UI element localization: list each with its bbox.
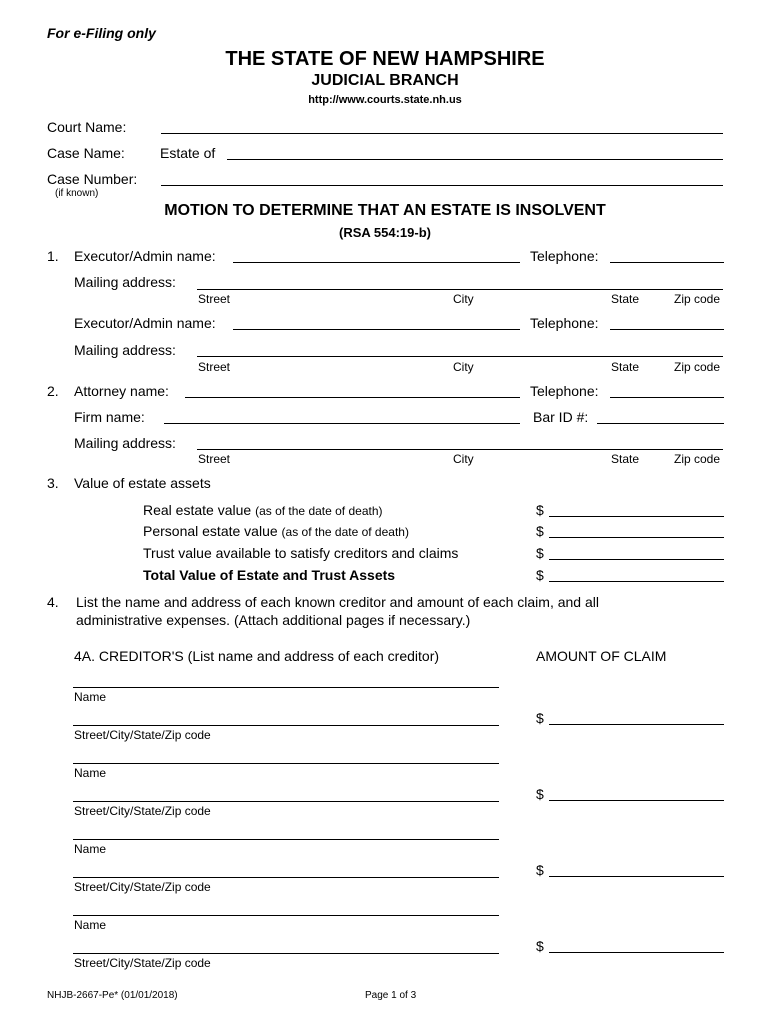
street-2-caption: Street xyxy=(198,360,231,374)
mailing-3-field[interactable] xyxy=(197,449,723,450)
section-1-number: 1. xyxy=(47,248,59,264)
creditor-2-amount-field[interactable] xyxy=(549,800,724,801)
attorney-field[interactable] xyxy=(185,397,520,398)
real-estate-field[interactable] xyxy=(549,516,724,517)
creditor-2-address-field[interactable] xyxy=(73,801,499,802)
executor-2-field[interactable] xyxy=(233,329,520,330)
telephone-3-label: Telephone: xyxy=(530,383,599,399)
creditor-3-name-field[interactable] xyxy=(73,839,499,840)
creditor-2-name-field[interactable] xyxy=(73,763,499,764)
state-2-caption: State xyxy=(611,360,640,374)
branch-title: JUDICIAL BRANCH xyxy=(311,72,459,89)
executor-1-field[interactable] xyxy=(233,262,520,263)
statute-ref: (RSA 554:19-b) xyxy=(339,225,431,240)
if-known-note: (if known) xyxy=(55,188,99,199)
total-field[interactable] xyxy=(549,581,724,582)
form-title: MOTION TO DETERMINE THAT AN ESTATE IS INSOLVENT xyxy=(164,202,606,219)
executor-2-label: Executor/Admin name: xyxy=(74,315,216,331)
creditor-3-dollar: $ xyxy=(536,862,544,878)
creditor-1-name-caption: Name xyxy=(74,690,107,704)
creditor-3-address-caption: Street/City/State/Zip code xyxy=(74,880,211,894)
mailing-3-label: Mailing address: xyxy=(74,435,176,451)
creditor-3-address-field[interactable] xyxy=(73,877,499,878)
creditor-4-name-caption: Name xyxy=(74,918,107,932)
form-id: NHJB-2667-Pe* (01/01/2018) xyxy=(47,990,178,1001)
case-number-label: Case Number: xyxy=(47,171,138,187)
state-1-caption: State xyxy=(611,292,640,306)
efiling-note: For e-Filing only xyxy=(47,25,156,41)
creditor-4-amount-field[interactable] xyxy=(549,952,724,953)
trust-label: Trust value available to satisfy creditors and claims xyxy=(143,545,459,561)
creditor-2-dollar: $ xyxy=(536,786,544,802)
creditor-1-dollar: $ xyxy=(536,710,544,726)
section-3-number: 3. xyxy=(47,475,59,491)
creditor-1-amount-field[interactable] xyxy=(549,724,724,725)
creditor-4-name-field[interactable] xyxy=(73,915,499,916)
telephone-1-field[interactable] xyxy=(610,262,724,263)
page-number: Page 1 of 3 xyxy=(365,990,417,1001)
mailing-1-field[interactable] xyxy=(197,289,723,290)
creditor-3-amount-field[interactable] xyxy=(549,876,724,877)
total-label: Total Value of Estate and Trust Assets xyxy=(143,567,396,583)
zip-1-caption: Zip code xyxy=(674,292,721,306)
city-3-caption: City xyxy=(453,452,474,466)
creditors-heading: 4A. CREDITOR'S (List name and address of each creditor) xyxy=(74,648,440,664)
creditor-4-address-caption: Street/City/State/Zip code xyxy=(74,956,211,970)
personal-estate-field[interactable] xyxy=(549,537,724,538)
telephone-1-label: Telephone: xyxy=(530,248,599,264)
telephone-2-field[interactable] xyxy=(610,329,724,330)
bar-id-label: Bar ID #: xyxy=(533,409,589,425)
state-title: THE STATE OF NEW HAMPSHIRE xyxy=(225,48,545,70)
section-4-line-2: administrative expenses. (Attach additional pages if necessary.) xyxy=(76,612,471,628)
executor-1-label: Executor/Admin name: xyxy=(74,248,216,264)
real-estate-dollar: $ xyxy=(536,502,544,518)
creditor-2-address-caption: Street/City/State/Zip code xyxy=(74,804,211,818)
section-2-number: 2. xyxy=(47,383,59,399)
mailing-1-label: Mailing address: xyxy=(74,274,176,290)
zip-2-caption: Zip code xyxy=(674,360,721,374)
personal-estate-label: Personal estate value (as of the date of death) xyxy=(143,523,409,539)
creditor-1-address-caption: Street/City/State/Zip code xyxy=(74,728,211,742)
zip-3-caption: Zip code xyxy=(674,452,721,466)
telephone-3-field[interactable] xyxy=(610,397,724,398)
bar-id-field[interactable] xyxy=(597,423,724,424)
amount-heading: AMOUNT OF CLAIM xyxy=(536,648,667,664)
estate-of-label: Estate of xyxy=(160,145,216,161)
case-name-field[interactable] xyxy=(227,159,723,160)
creditor-1-address-field[interactable] xyxy=(73,725,499,726)
case-name-label: Case Name: xyxy=(47,145,125,161)
court-name-label: Court Name: xyxy=(47,119,127,135)
section-4-line-1: List the name and address of each known creditor and amount of each claim, and all xyxy=(76,594,599,610)
total-dollar: $ xyxy=(536,567,544,583)
street-3-caption: Street xyxy=(198,452,231,466)
court-url[interactable]: http://www.courts.state.nh.us xyxy=(308,94,462,106)
trust-dollar: $ xyxy=(536,545,544,561)
city-2-caption: City xyxy=(453,360,474,374)
section-4-number: 4. xyxy=(47,594,59,610)
firm-field[interactable] xyxy=(164,423,520,424)
creditor-3-name-caption: Name xyxy=(74,842,107,856)
street-1-caption: Street xyxy=(198,292,231,306)
mailing-2-label: Mailing address: xyxy=(74,342,176,358)
section-3-title: Value of estate assets xyxy=(74,475,211,491)
city-1-caption: City xyxy=(453,292,474,306)
personal-estate-dollar: $ xyxy=(536,523,544,539)
real-estate-label: Real estate value (as of the date of death) xyxy=(143,502,383,518)
creditor-4-address-field[interactable] xyxy=(73,953,499,954)
court-name-field[interactable] xyxy=(161,133,723,134)
trust-field[interactable] xyxy=(549,559,724,560)
attorney-label: Attorney name: xyxy=(74,383,169,399)
creditor-2-name-caption: Name xyxy=(74,766,107,780)
mailing-2-field[interactable] xyxy=(197,356,723,357)
creditor-4-dollar: $ xyxy=(536,938,544,954)
firm-label: Firm name: xyxy=(74,409,145,425)
telephone-2-label: Telephone: xyxy=(530,315,599,331)
case-number-field[interactable] xyxy=(161,185,723,186)
state-3-caption: State xyxy=(611,452,640,466)
creditor-1-name-field[interactable] xyxy=(73,687,499,688)
